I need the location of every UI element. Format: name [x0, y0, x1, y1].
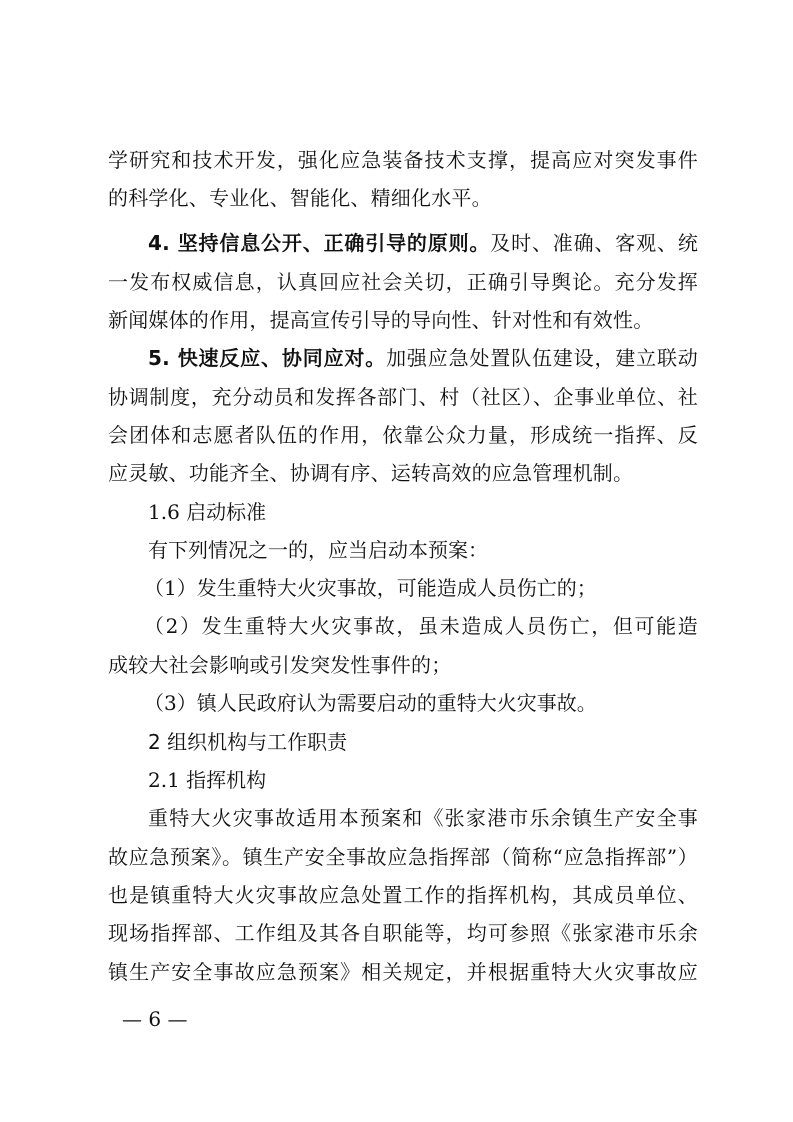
body-line: 重特大火灾事故适用本预案和《张家港市乐余镇生产安全事 [148, 806, 698, 830]
page-number: — 6 — [122, 1007, 188, 1031]
body-line: 新闻媒体的作用，提高宣传引导的导向性、针对性和有效性。 [108, 308, 654, 332]
criteria-intro: 有下列情况之一的，应当启动本预案： [148, 538, 488, 562]
body-line: 协调制度，充分动员和发挥各部门、村（社区）、企事业单位、社 [108, 385, 698, 409]
body-line: 镇生产安全事故应急预案》相关规定，并根据重特大火灾事故应 [108, 960, 698, 984]
body-line: 一发布权威信息，认真回应社会关切，正确引导舆论。充分发挥 [108, 270, 698, 294]
principle-4-text: 及时、准确、客观、统 [490, 231, 699, 255]
body-line: 应灵敏、功能齐全、协调有序、运转高效的应急管理机制。 [108, 461, 634, 485]
principle-5-text: 加强应急处置队伍建设，建立联动 [386, 346, 699, 370]
body-line: 成较大社会影响或引发突发性事件的； [108, 653, 452, 677]
criteria-item-3: （3）镇人民政府认为需要启动的重特大火灾事故。 [144, 691, 597, 715]
body-line: 学研究和技术开发，强化应急装备技术支撑，提高应对突发事件 [108, 148, 698, 172]
criteria-item-2: （2）发生重特大火灾事故，虽未造成人员伤亡，但可能造 [144, 614, 698, 638]
section-heading-1-6: 1.6 启动标准 [148, 500, 267, 524]
chapter-heading-2: 2 组织机构与工作职责 [148, 730, 348, 754]
principle-4-title: 4. 坚持信息公开、正确引导的原则。 [148, 231, 491, 255]
principle-4-line-1 [148, 229, 698, 257]
body-line: 也是镇重特大火灾事故应急处置工作的指挥机构，其成员单位、 [108, 883, 698, 907]
principle-5-line-1 [148, 344, 698, 372]
body-line: 的科学化、专业化、智能化、精细化水平。 [108, 186, 492, 210]
criteria-item-1: （1）发生重特大火灾事故，可能造成人员伤亡的； [144, 576, 597, 600]
body-line: 故应急预案》。镇生产安全事故应急指挥部（简称“应急指挥部”） [108, 845, 698, 869]
principle-5-title: 5. 快速反应、协同应对。 [148, 346, 387, 370]
section-heading-2-1: 2.1 指挥机构 [148, 768, 267, 792]
body-line: 会团体和志愿者队伍的作用，依靠公众力量，形成统一指挥、反 [108, 423, 698, 447]
body-line: 现场指挥部、工作组及其各自职能等，均可参照《张家港市乐余 [108, 921, 698, 945]
